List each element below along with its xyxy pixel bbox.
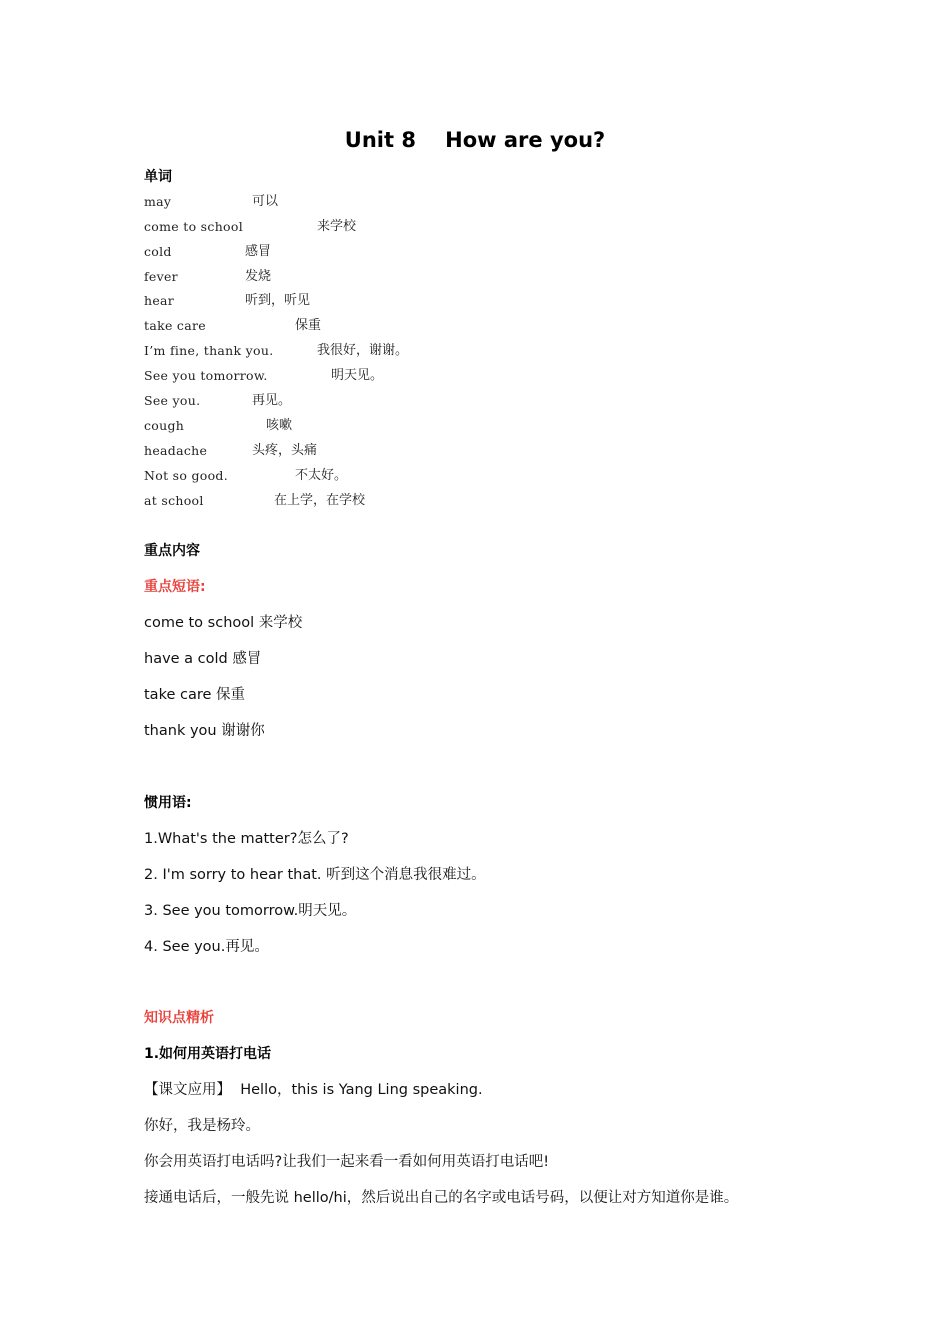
vocab-chinese: 再见。 — [252, 393, 292, 408]
vocab-chinese: 头疼，头痛 — [252, 443, 318, 458]
analysis-heading: 知识点精析 — [144, 1010, 214, 1026]
idiom-item: 4. See you.再见。 — [144, 939, 269, 955]
vocab-row — [144, 491, 366, 511]
key-content-heading: 重点内容 — [144, 543, 200, 559]
vocab-chinese: 来学校 — [317, 219, 357, 234]
vocab-english: See you tomorrow. — [144, 368, 268, 383]
phrase-item: have a cold 感冒 — [144, 651, 262, 667]
point1-line: 接通电话后，一般先说 hello/hi，然后说出自己的名字或电话号码，以便让对方知道你是谁。 — [144, 1190, 739, 1206]
vocab-english: cold — [144, 244, 172, 259]
vocab-row — [144, 416, 293, 436]
vocab-chinese: 我很好，谢谢。 — [317, 343, 409, 358]
vocab-row — [144, 267, 272, 287]
vocab-english: headache — [144, 443, 208, 458]
phrase-item: come to school 来学校 — [144, 615, 303, 631]
vocab-english: cough — [144, 418, 185, 433]
vocab-english: Not so good. — [144, 468, 229, 483]
key-phrases-heading: 重点短语: — [144, 579, 206, 595]
page-title: Unit 8 How are you? — [344, 128, 606, 152]
vocab-row — [144, 466, 348, 486]
vocab-english: I’m fine, thank you. — [144, 343, 274, 358]
vocab-chinese: 保重 — [295, 318, 322, 333]
vocab-chinese: 听到，听见 — [245, 293, 311, 308]
point1-heading: 1.如何用英语打电话 — [144, 1046, 272, 1062]
point1-line: 你好，我是杨玲。 — [144, 1118, 260, 1134]
point1-line: 你会用英语打电话吗?让我们一起来看一看如何用英语打电话吧! — [144, 1154, 550, 1170]
phrase-item: take care 保重 — [144, 687, 246, 703]
vocab-english: may — [144, 194, 172, 209]
idioms-heading: 惯用语: — [144, 795, 192, 811]
vocab-english: take care — [144, 318, 206, 333]
vocab-english: at school — [144, 493, 204, 508]
vocab-row — [144, 217, 357, 237]
vocab-chinese: 在上学，在学校 — [274, 493, 366, 508]
vocab-row — [144, 391, 292, 411]
vocab-chinese: 感冒 — [245, 244, 272, 259]
vocab-row — [144, 291, 311, 311]
point1-line: 【课文应用】 Hello，this is Yang Ling speaking. — [144, 1082, 483, 1098]
vocab-heading: 单词 — [144, 169, 172, 185]
vocab-chinese: 咳嗽 — [266, 418, 293, 433]
idiom-item: 2. I'm sorry to hear that. 听到这个消息我很难过。 — [144, 867, 486, 883]
vocab-english: See you. — [144, 393, 201, 408]
vocab-row — [144, 192, 279, 212]
vocab-chinese: 不太好。 — [295, 468, 348, 483]
vocab-english: fever — [144, 269, 178, 284]
vocab-row — [144, 441, 318, 461]
vocab-english: hear — [144, 293, 175, 308]
phrase-item: thank you 谢谢你 — [144, 723, 265, 739]
idiom-item: 1.What's the matter?怎么了? — [144, 831, 349, 847]
vocab-english: come to school — [144, 219, 243, 234]
vocab-row — [144, 341, 409, 361]
vocab-chinese: 可以 — [252, 194, 279, 209]
vocab-row — [144, 242, 272, 262]
vocab-chinese: 发烧 — [245, 269, 272, 284]
vocab-row — [144, 316, 322, 336]
vocab-row — [144, 366, 384, 386]
vocab-chinese: 明天见。 — [331, 368, 384, 383]
idiom-item: 3. See you tomorrow.明天见。 — [144, 903, 357, 919]
